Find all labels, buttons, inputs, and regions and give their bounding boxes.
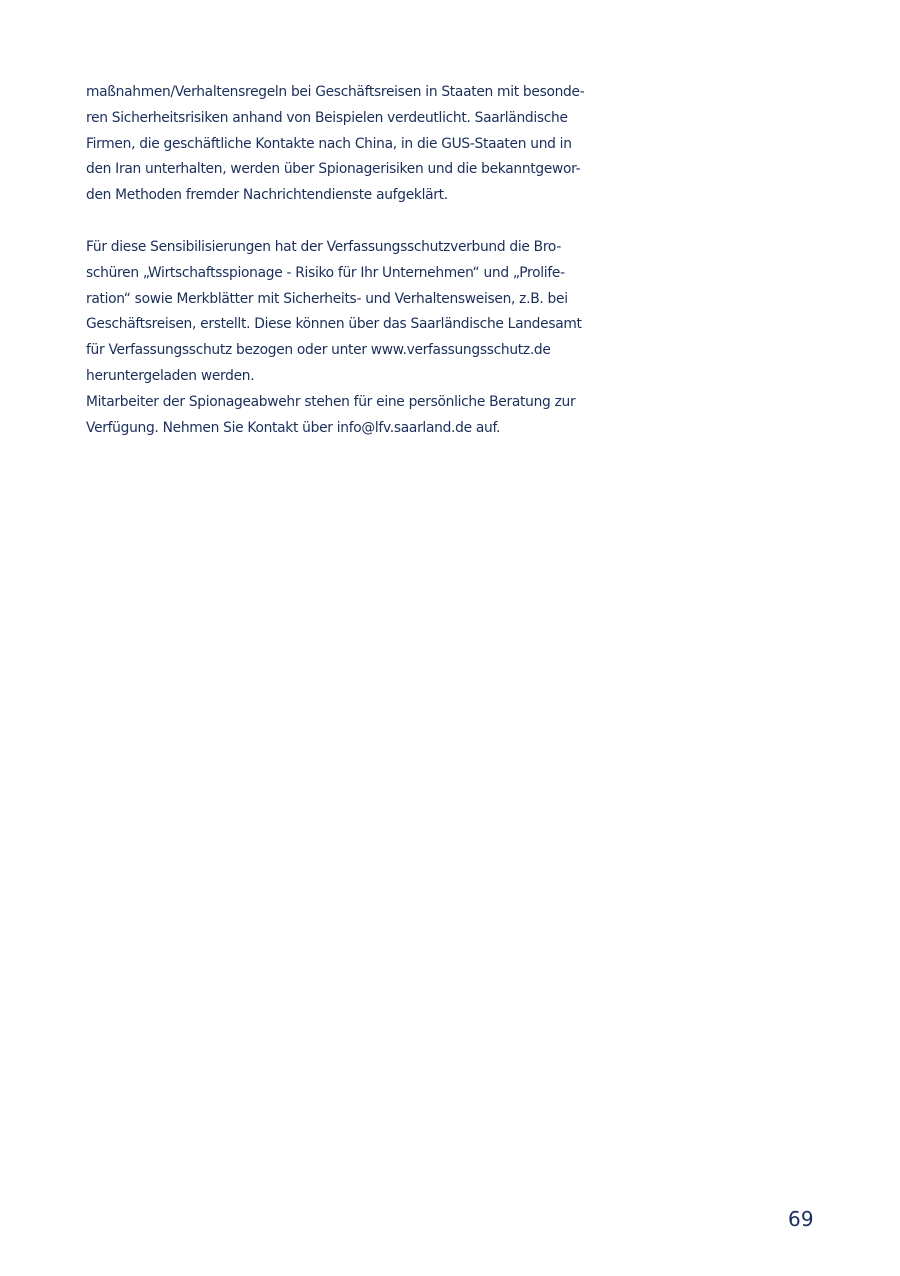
page-number: 69 bbox=[788, 1207, 814, 1231]
page-content bbox=[86, 80, 826, 441]
paragraph-brochures bbox=[86, 235, 826, 390]
text-line: den Iran unterhalten, werden über Spionagerisiken und die bekanntgewor- bbox=[86, 161, 581, 178]
paragraph-contact bbox=[86, 390, 826, 442]
text-line: ren Sicherheitsrisiken anhand von Beispielen verdeutlicht. Saarländische bbox=[86, 109, 568, 126]
text-line: Verfügung. Nehmen Sie Kontakt über info@lfv.saarland.de auf. bbox=[86, 419, 501, 436]
text-line: den Methoden fremder Nachrichtendienste aufgeklärt. bbox=[86, 187, 448, 204]
text-line: Für diese Sensibilisierungen hat der Verfassungsschutzverbund die Bro- bbox=[86, 238, 561, 255]
paragraph-spacer bbox=[86, 209, 826, 235]
text-line: Geschäftsreisen, erstellt. Diese können über das Saarländische Landesamt bbox=[86, 316, 582, 333]
text-line: Mitarbeiter der Spionageabwehr stehen für eine persönliche Beratung zur bbox=[86, 393, 576, 410]
text-line: heruntergeladen werden. bbox=[86, 367, 255, 384]
text-line: für Verfassungsschutz bezogen oder unter www.verfassungsschutz.de bbox=[86, 342, 551, 359]
text-line: Firmen, die geschäftliche Kontakte nach China, in die GUS-Staaten und in bbox=[86, 135, 572, 152]
paragraph-briefing-intro bbox=[86, 80, 826, 209]
text-line: schüren „Wirtschaftsspionage - Risiko für Ihr Unternehmen“ und „Prolife- bbox=[86, 264, 565, 281]
text-line: ration“ sowie Merkblätter mit Sicherheits- und Verhaltensweisen, z.B. bei bbox=[86, 290, 568, 307]
text-line: maßnahmen/Verhaltensregeln bei Geschäftsreisen in Staaten mit besonde- bbox=[86, 84, 585, 100]
